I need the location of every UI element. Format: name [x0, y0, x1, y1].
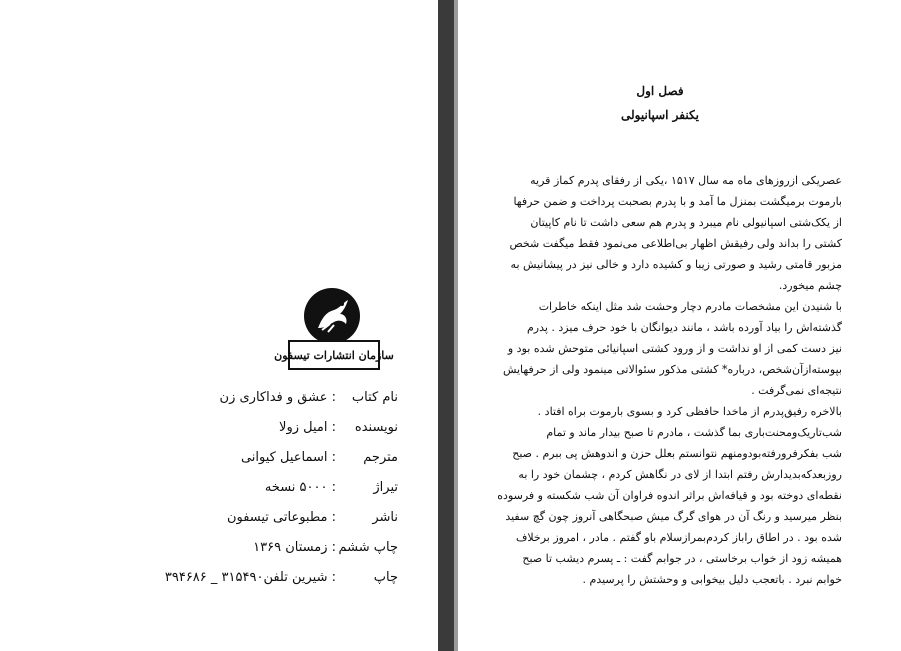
text-line: شب‌تاریک‌ومحنت‌باری بما گذشت ، مادرم تا صبح بیدار ماند و تمام — [546, 426, 842, 439]
text-line: گذشته‌اش را بیاد آورده باشد ، مانند دیوانگان با خود حرف میزد . پدرم — [526, 321, 842, 334]
text-line: عصریکی ازروزهای ماه مه سال ۱۵۱۷ ،یکی از رفقای پدرم کماز قریه — [530, 174, 842, 187]
text-line: نقطه‌ای دوخته بود و قیافه‌اش براثر اندوه فراوان آن شب شکسته و فرسوده — [497, 489, 842, 502]
colophon-row — [140, 540, 398, 570]
colophon-value: : ۵۰۰۰ نسخه — [264, 480, 336, 495]
colophon-row — [140, 510, 398, 540]
text-line: همیشه زود از خواب برخاستی ، در جوابم گفت : ـ پسرم دیشب تا صبح — [522, 552, 842, 565]
colophon-label: نام کتاب — [351, 390, 398, 405]
paragraph — [478, 296, 842, 401]
publisher-logo-text: سازمان انتشارات تیسفون — [274, 348, 394, 362]
colophon — [140, 390, 398, 600]
colophon-row — [140, 480, 398, 510]
text-line: با شنیدن این مشخصات مادرم دچار وحشت شد مثل اینکه خاطرات — [538, 300, 842, 313]
text-line: بپوسته‌ازآن‌شخص، درباره* کشتی مذکور سئوالاتی مینمود ولی از حرفهایش — [502, 363, 842, 376]
colophon-value: : امیل زولا — [279, 420, 336, 435]
colophon-label: مترجم — [363, 450, 398, 465]
book-gutter — [438, 0, 454, 651]
paragraph — [478, 170, 842, 296]
text-line: نتیجه‌ای نمی‌گرفت . — [751, 384, 842, 397]
colophon-value: : شیرین تلفن۳۱۵۴۹۰ _ ۳۹۴۶۸۶ — [164, 570, 336, 585]
text-line: شده بود . در اطاق راباز کردم‌بمرا‌زسلام باو گفتم . مادر ، امروز برخلاف — [515, 531, 842, 544]
colophon-row — [140, 420, 398, 450]
publisher-logo — [274, 288, 394, 388]
chapter-subtitle: یکنفر اسپانیولی — [621, 108, 699, 122]
colophon-row — [140, 570, 398, 600]
publisher-emblem-icon — [304, 288, 360, 344]
publisher-banner — [274, 340, 394, 370]
colophon-value: : زمستان ۱۳۶۹ — [253, 540, 336, 555]
colophon-label: تیراژ — [373, 480, 398, 495]
text-line: چشم میخورد. — [778, 279, 842, 292]
colophon-value: : اسماعیل کیوانی — [240, 450, 336, 465]
text-line: از یکک‌شتی اسپانیولی نام میبرد و پدرم هم سعی داشت تا نام کاپیتان — [530, 216, 842, 229]
text-line: بارموت برمیگشت بمنزل ما آمد و با پدرم بصحبت پرداخت و ضمن حرفها — [513, 195, 842, 208]
colophon-value: : عشق و فداکاری زن — [219, 390, 336, 405]
colophon-row — [140, 450, 398, 480]
text-line: کشتی را بداند ولی رفیقش اظهار بی‌اطلاعی می‌نمود فقط میگفت شخص — [509, 237, 842, 250]
colophon-label: چاپ — [373, 570, 398, 585]
colophon-label: نویسنده — [354, 420, 398, 435]
chapter-title: فصل اول — [636, 84, 684, 98]
text-line: خوابم نبرد . باتعجب دلیل بیخوابی و وحشتش را پرسیدم . — [582, 573, 842, 586]
colophon-label: چاپ ششم — [338, 540, 398, 555]
colophon-row — [140, 390, 398, 420]
text-line: مزبور قامتی رشید و صورتی زیبا و کشیده دارد و خالی نیز در پیشانیش به — [510, 258, 842, 271]
text-line: روزبعدکه‌بدیدارش رفتم ابتدا از لای در نگاهش کردم ، چشمان خود را به — [518, 468, 842, 481]
text-line: نیز دست کمی از او نداشت و از ورود کشتی اسپانیائی متوحش شده بود و — [507, 342, 842, 355]
chapter-body — [478, 170, 842, 590]
text-line: شب بفکرفرورفته‌بودومنهم نتوانستم بعلل حزن و اندوهش پی ببرم . صبح — [512, 447, 842, 460]
text-line: بنظر میرسید و رنگ آن در هوای گرگ میش صبحگاهی آنروز چون گچ سفید — [505, 510, 842, 523]
paragraph — [478, 401, 842, 590]
colophon-value: : مطبوعاتی تیسفون — [226, 510, 336, 525]
colophon-label: ناشر — [372, 510, 398, 525]
text-line: بالاخره رفیق‌پدرم از ماخدا حافظی کرد و بسوی بارموت براه افتاد . — [537, 405, 842, 418]
